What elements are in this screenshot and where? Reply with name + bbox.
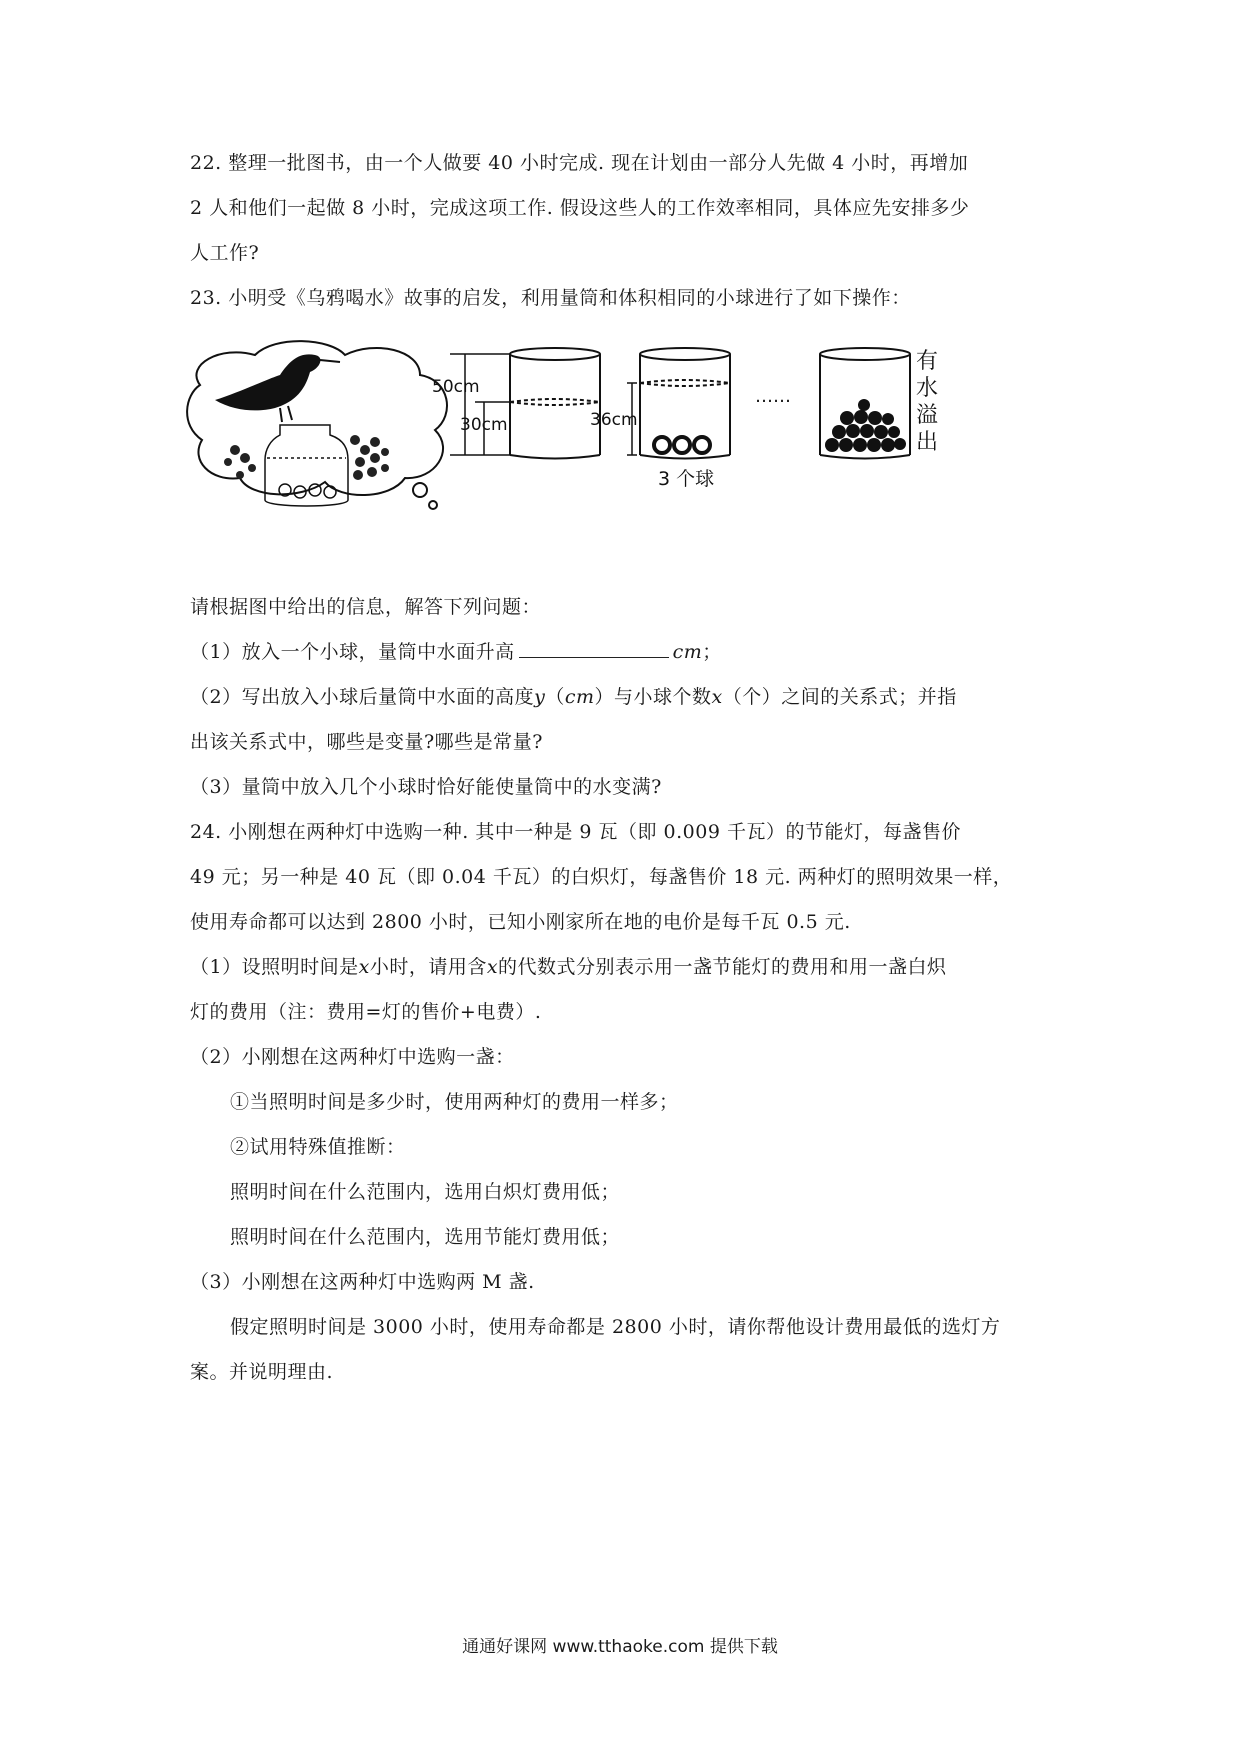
ellipsis: …… bbox=[755, 386, 791, 407]
overflow-char-4: 出 bbox=[916, 430, 939, 455]
overflow-char-2: 水 bbox=[916, 376, 939, 401]
q24-part-2: （2）小刚想在这两种灯中选购一盏： bbox=[190, 1046, 515, 1068]
q23-figure bbox=[180, 340, 1080, 560]
q24-line-1: 24. 小刚想在两种灯中选购一种. 其中一种是 9 瓦（即 0.009 千瓦）的节能灯，每盏售价 bbox=[190, 821, 961, 843]
q24-p1-a: （1）设照明时间是 bbox=[190, 956, 359, 978]
q23-p1-text: （1）放入一个小球，量筒中水面升高 bbox=[190, 641, 515, 663]
q23-p2-b: （ bbox=[545, 686, 565, 708]
q24-part-2-ii-a: 照明时间在什么范围内，选用白炽灯费用低； bbox=[230, 1181, 621, 1203]
q23-line-1: 23. 小明受《乌鸦喝水》故事的启发，利用量筒和体积相同的小球进行了如下操作： bbox=[190, 287, 911, 309]
q24-part-1-line-2: 灯的费用（注：费用=灯的售价+电费）. bbox=[190, 1001, 542, 1023]
q23-intro: 请根据图中给出的信息，解答下列问题： bbox=[190, 596, 542, 618]
q24-part-3-line-3: 案。并说明理由. bbox=[190, 1361, 334, 1383]
q23-p2-y: y bbox=[534, 686, 546, 708]
q23-part-1 bbox=[190, 637, 722, 664]
q24-part-3: （3）小刚想在这两种灯中选购两 M 盏. bbox=[190, 1271, 535, 1293]
dimension-lines-1 bbox=[450, 354, 510, 455]
q23-part-3: （3）量筒中放入几个小球时恰好能使量筒中的水变满? bbox=[190, 776, 662, 798]
q24-part-2-i: ①当照明时间是多少时，使用两种灯的费用一样多； bbox=[230, 1091, 679, 1113]
label-30cm: 30cm bbox=[460, 415, 508, 435]
page-footer: 通通好课网 www.tthaoke.com 提供下载 bbox=[462, 1637, 778, 1657]
q23-p1-answer-blank[interactable] bbox=[519, 641, 669, 658]
q24-p1-c: 的代数式分别表示用一盏节能灯的费用和用一盏白炽 bbox=[498, 956, 947, 978]
q22-line-3: 人工作? bbox=[190, 242, 260, 264]
q23-part-2-line-2: 出该关系式中，哪些是变量?哪些是常量? bbox=[190, 731, 543, 753]
overflow-char-1: 有 bbox=[916, 349, 939, 374]
q23-p2-a: （2）写出放入小球后量筒中水面的高度 bbox=[190, 686, 535, 708]
q23-p2-cm: cm bbox=[564, 686, 595, 708]
many-balls-icon bbox=[825, 399, 906, 452]
cylinder-1 bbox=[510, 348, 600, 459]
q24-p1-x2: x bbox=[486, 956, 499, 978]
q24-p1-x1: x bbox=[358, 956, 370, 978]
q23-p1-unit: cm bbox=[672, 641, 703, 663]
label-3-balls: 3 个球 bbox=[658, 468, 715, 490]
q23-p1-end: ； bbox=[702, 641, 722, 663]
q24-p1-b: 小时，请用含 bbox=[369, 956, 487, 978]
q22-line-2: 2 人和他们一起做 8 小时，完成这项工作. 假设这些人的工作效率相同，具体应先安排多少 bbox=[190, 197, 970, 219]
q24-line-3: 使用寿命都可以达到 2800 小时，已知小刚家所在地的电价是每千瓦 0.5 元. bbox=[190, 911, 851, 933]
label-50cm: 50cm bbox=[432, 377, 480, 397]
q22-line-1: 22. 整理一批图书，由一个人做要 40 小时完成. 现在计划由一部分人先做 4 小时，再增加 bbox=[190, 152, 969, 174]
q23-p2-x: x bbox=[711, 686, 723, 708]
q24-line-2: 49 元；另一种是 40 瓦（即 0.04 千瓦）的白炽灯，每盏售价 18 元. 两种灯的照明效果一样， bbox=[190, 866, 1013, 888]
overflow-char-3: 溢 bbox=[916, 403, 939, 428]
q24-part-2-ii: ②试用特殊值推断： bbox=[230, 1136, 406, 1158]
three-balls-icon bbox=[654, 437, 710, 453]
q23-part-2-line-1 bbox=[190, 682, 957, 709]
q24-part-1-line-1 bbox=[190, 952, 947, 979]
label-36cm: 36cm bbox=[590, 410, 638, 430]
overflow-label bbox=[916, 349, 938, 455]
q24-part-3-line-2: 假定照明时间是 3000 小时，使用寿命都是 2800 小时，请你帮他设计费用最低的选灯方 bbox=[230, 1316, 1001, 1338]
q24-part-2-ii-b: 照明时间在什么范围内，选用节能灯费用低； bbox=[230, 1226, 621, 1248]
q23-p2-d: （个）之间的关系式；并指 bbox=[722, 686, 957, 708]
q23-p2-c: ）与小球个数 bbox=[594, 686, 712, 708]
